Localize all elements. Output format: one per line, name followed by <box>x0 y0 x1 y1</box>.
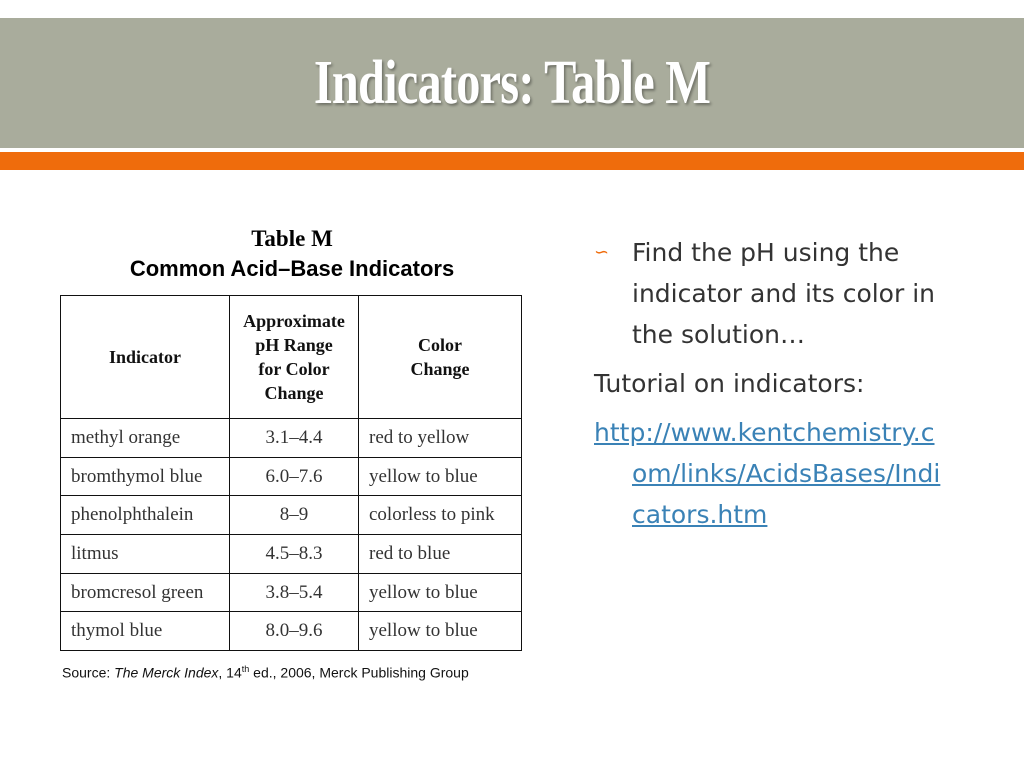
slide-body <box>594 232 944 535</box>
table-row <box>61 573 522 612</box>
source-book-title: The Merck Index <box>114 664 219 681</box>
header-indicator: Indicator <box>61 296 230 419</box>
accent-divider <box>0 152 1024 170</box>
cell-indicator: phenolphthalein <box>61 496 230 535</box>
source-edition: , 14 <box>218 664 242 681</box>
source-prefix: Source: <box>62 664 115 681</box>
cell-color-change: yellow to blue <box>359 612 522 651</box>
cell-indicator: bromthymol blue <box>61 457 230 496</box>
cell-indicator: bromcresol green <box>61 573 230 612</box>
table-row <box>61 535 522 574</box>
table-caption-title: Table M <box>251 226 333 251</box>
cell-indicator: litmus <box>61 535 230 574</box>
cell-color-change: yellow to blue <box>359 573 522 612</box>
source-edition-suffix: th <box>241 664 250 674</box>
header-ph-range: Approximate pH Range for Color Change <box>230 296 359 419</box>
bullet-text: Find the pH using the indicator and its color in the solution… <box>632 238 935 349</box>
tutorial-label: Tutorial on indicators: <box>594 369 865 398</box>
table-row <box>61 612 522 651</box>
cell-indicator: methyl orange <box>61 419 230 458</box>
cell-color-change: yellow to blue <box>359 457 522 496</box>
slide-title: Indicators: Table M <box>313 48 711 117</box>
table-row <box>61 457 522 496</box>
cell-color-change: red to blue <box>359 535 522 574</box>
table-row <box>61 496 522 535</box>
cell-ph-range: 4.5–8.3 <box>230 535 359 574</box>
bullet-item <box>594 232 944 355</box>
cell-ph-range: 3.1–4.4 <box>230 419 359 458</box>
cell-color-change: red to yellow <box>359 419 522 458</box>
table-row <box>61 419 522 458</box>
cell-color-change: colorless to pink <box>359 496 522 535</box>
cell-ph-range: 3.8–5.4 <box>230 573 359 612</box>
table-caption-subtitle: Common Acid–Base Indicators <box>129 256 455 281</box>
header-color-change: Color Change <box>359 296 522 419</box>
source-rest: ed., 2006, Merck Publishing Group <box>249 664 469 681</box>
cell-indicator: thymol blue <box>61 612 230 651</box>
cell-ph-range: 8–9 <box>230 496 359 535</box>
scroll-bullet-icon: ∽ <box>594 242 610 263</box>
cell-ph-range: 6.0–7.6 <box>230 457 359 496</box>
table-source-note <box>62 664 469 681</box>
cell-ph-range: 8.0–9.6 <box>230 612 359 651</box>
indicator-table <box>60 295 522 651</box>
table-header-row <box>61 296 522 419</box>
tutorial-link[interactable]: http://www.kentchemistry.com/links/AcidsBases/Indicators.htm <box>594 418 941 529</box>
